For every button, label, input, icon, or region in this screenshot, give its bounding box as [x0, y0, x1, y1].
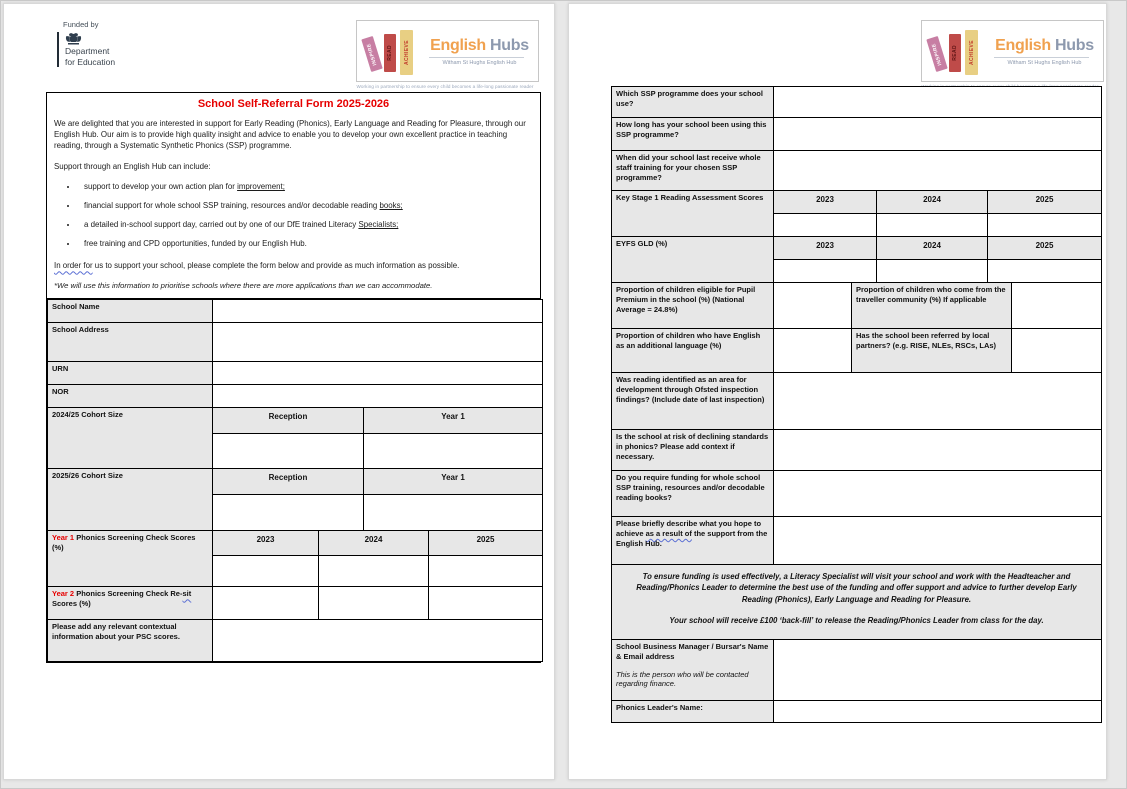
cohort-2425-label: 2024/25 Cohort Size — [48, 408, 213, 469]
book-achieve-label: ACHIEVE — [968, 39, 975, 66]
urn-field[interactable] — [213, 362, 543, 385]
school-address-label: School Address — [48, 323, 213, 362]
traveller-field[interactable] — [1012, 283, 1102, 329]
page-2 — [568, 3, 1107, 780]
english-hubs-title: English Hubs — [995, 36, 1094, 54]
cohort-2526-reception-header: Reception — [213, 469, 364, 495]
sbm-note: This is the person who will be contacted regarding finance. — [616, 669, 749, 689]
book-read-label: READ — [387, 45, 393, 61]
english-hubs-logo — [356, 20, 539, 82]
closing-paragraph: In order for us to support your school, please complete the form below and provide as much information as possible. — [54, 261, 460, 271]
pupil-premium-label: Proportion of children eligible for Pupil Premium in the school (%) (National Average = 24.8%) — [612, 283, 774, 329]
funded-by-label: Funded by — [63, 20, 99, 29]
pupil-premium-field[interactable] — [774, 283, 852, 329]
psc-y2-2025-field[interactable] — [429, 587, 543, 620]
ks1-2025-header: 2025 — [988, 191, 1102, 214]
book-inspire-label: INSPIRE — [930, 42, 944, 66]
nor-field[interactable] — [213, 385, 543, 408]
ks1-2023-header: 2023 — [774, 191, 877, 214]
staff-training-field[interactable] — [774, 151, 1102, 191]
page1-form-table — [47, 299, 543, 662]
cohort-2526-reception-field[interactable] — [213, 495, 364, 531]
ks1-label: Key Stage 1 Reading Assessment Scores — [612, 191, 774, 237]
psc-2023-header: 2023 — [213, 531, 319, 556]
form-page1-block — [46, 92, 541, 663]
bullet-improvement: • support to develop your own action plan for improvement; — [78, 182, 533, 191]
ofsted-label: Was reading identified as an area for development through Ofsted inspection findings? (Include date of last inspection) — [612, 373, 774, 430]
hub-subtitle: Witham St Hughs English Hub — [442, 59, 517, 66]
referred-label: Has the school been referred by local partners? (e.g. RISE, NLEs, RSCs, LAs) — [852, 329, 1012, 373]
page-1 — [3, 3, 555, 780]
eyfs-2025-field[interactable] — [988, 260, 1102, 283]
form-title: School Self-Referral Form 2025-2026 — [197, 98, 390, 110]
urn-label: URN — [48, 362, 213, 385]
book-read-label: READ — [952, 45, 958, 61]
psc-2025-header: 2025 — [429, 531, 543, 556]
hub-tagline: Working in partnership to ensure every child becomes a life-long passionate reader — [356, 84, 534, 89]
psc-y2-2024-field[interactable] — [319, 587, 429, 620]
form-intro — [47, 93, 540, 299]
royal-crest-icon — [65, 32, 82, 45]
eyfs-2023-field[interactable] — [774, 260, 877, 283]
eyfs-2023-header: 2023 — [774, 237, 877, 260]
eal-field[interactable] — [774, 329, 852, 373]
phonics-leader-field[interactable] — [774, 701, 1102, 723]
traveller-label: Proportion of children who come from the traveller community (%) If applicable — [852, 283, 1012, 329]
sbm-field[interactable] — [774, 640, 1102, 701]
staff-training-label: When did your school last receive whole staff training for your chosen SSP programme? — [612, 151, 774, 191]
cohort-2526-year1-header: Year 1 — [364, 469, 543, 495]
dfe-logo-bar — [57, 32, 59, 67]
achieve-label: Please briefly describe what you hope to achieve as a result of the support from the English Hub. — [612, 517, 774, 565]
psc-y1-2023-field[interactable] — [213, 556, 319, 587]
psc-y1-2024-field[interactable] — [319, 556, 429, 587]
sbm-label: School Business Manager / Bursar's Name & Email address This is the person who will be contacted regarding finance. — [612, 640, 774, 701]
cohort-2425-year1-field[interactable] — [364, 434, 543, 469]
ks1-2023-field[interactable] — [774, 214, 877, 237]
ks1-2024-field[interactable] — [877, 214, 988, 237]
achieve-field[interactable] — [774, 517, 1102, 565]
eyfs-label: EYFS GLD (%) — [612, 237, 774, 283]
psc-context-field[interactable] — [213, 620, 543, 662]
funding-label: Do you require funding for whole school SSP training, resources and/or decodable reading books? — [612, 471, 774, 517]
intro-paragraph: We are delighted that you are interested in support for Early Reading (Phonics), Early Language and Reading for Pleasure, through our English Hub. Our aim is to provide high quality insight and advice to enable you to develop your own excellent practice in teaching reading, through a Systematic Synthetic Phonics (SSP) programme. — [54, 119, 526, 151]
declining-standards-field[interactable] — [774, 430, 1102, 471]
psc-year2-label: Year 2 Phonics Screening Check Re-sit Scores (%) — [48, 587, 213, 620]
bullet-funding: • financial support for whole school SSP training, resources and/or decodable reading books; — [78, 201, 533, 210]
dfe-logo — [57, 20, 115, 67]
dfe-name: Department for Education — [65, 46, 116, 67]
school-name-label: School Name — [48, 300, 213, 323]
eyfs-2024-field[interactable] — [877, 260, 988, 283]
psc-year1-label: Year 1 Phonics Screening Check Scores (%) — [48, 531, 213, 587]
books-icon — [359, 25, 427, 77]
cohort-2425-year1-header: Year 1 — [364, 408, 543, 434]
book-inspire-label: INSPIRE — [365, 42, 379, 66]
funding-field[interactable] — [774, 471, 1102, 517]
cohort-2526-label: 2025/26 Cohort Size — [48, 469, 213, 531]
page2-form-table — [611, 86, 1102, 723]
bullet-cpd: • free training and CPD opportunities, funded by our English Hub. — [78, 239, 533, 248]
ssp-duration-field[interactable] — [774, 118, 1102, 151]
english-hubs-logo-p2 — [921, 20, 1104, 82]
support-bullet-list — [78, 182, 533, 248]
eal-label: Proportion of children who have English as an additional language (%) — [612, 329, 774, 373]
eyfs-2025-header: 2025 — [988, 237, 1102, 260]
eyfs-2024-header: 2024 — [877, 237, 988, 260]
ks1-2025-field[interactable] — [988, 214, 1102, 237]
psc-2024-header: 2024 — [319, 531, 429, 556]
ssp-programme-label: Which SSP programme does your school use? — [612, 87, 774, 118]
ofsted-field[interactable] — [774, 373, 1102, 430]
cohort-2526-year1-field[interactable] — [364, 495, 543, 531]
psc-y2-2023-field[interactable] — [213, 587, 319, 620]
ssp-programme-field[interactable] — [774, 87, 1102, 118]
cohort-2425-reception-header: Reception — [213, 408, 364, 434]
nor-label: NOR — [48, 385, 213, 408]
book-achieve-label: ACHIEVE — [403, 39, 410, 66]
referred-field[interactable] — [1012, 329, 1102, 373]
hub-subtitle: Witham St Hughs English Hub — [1007, 59, 1082, 66]
english-hubs-title: English Hubs — [430, 36, 529, 54]
ks1-2024-header: 2024 — [877, 191, 988, 214]
funding-notice: To ensure funding is used effectively, a Literacy Specialist will visit your school and work with the Headteacher and Reading/Phonics Leader to determine the best use of the funding and offer support and advice to further develop Early Reading (Phonics), Early Language and Reading for Pleasure. Your school will receive £100 ‘back-fill’ to release the Reading/Phonics Leader from class for the day. — [612, 565, 1102, 640]
ssp-duration-label: How long has your school been using this SSP programme? — [612, 118, 774, 151]
psc-context-label: Please add any relevant contextual information about your PSC scores. — [48, 620, 213, 662]
support-intro: Support through an English Hub can include: — [54, 162, 211, 172]
priority-note: *We will use this information to prioritise schools where there are more applications than we can accommodate. — [54, 281, 433, 291]
declining-standards-label: Is the school at risk of declining standards in phonics? Please add context if necessary. — [612, 430, 774, 471]
phonics-leader-label: Phonics Leader's Name: — [612, 701, 774, 723]
bullet-support-day: • a detailed in-school support day, carried out by one of our DfE trained Literacy Specialists; — [78, 220, 533, 229]
psc-y1-2025-field[interactable] — [429, 556, 543, 587]
school-name-field[interactable] — [213, 300, 543, 323]
cohort-2425-reception-field[interactable] — [213, 434, 364, 469]
school-address-field[interactable] — [213, 323, 543, 362]
books-icon — [924, 25, 992, 77]
